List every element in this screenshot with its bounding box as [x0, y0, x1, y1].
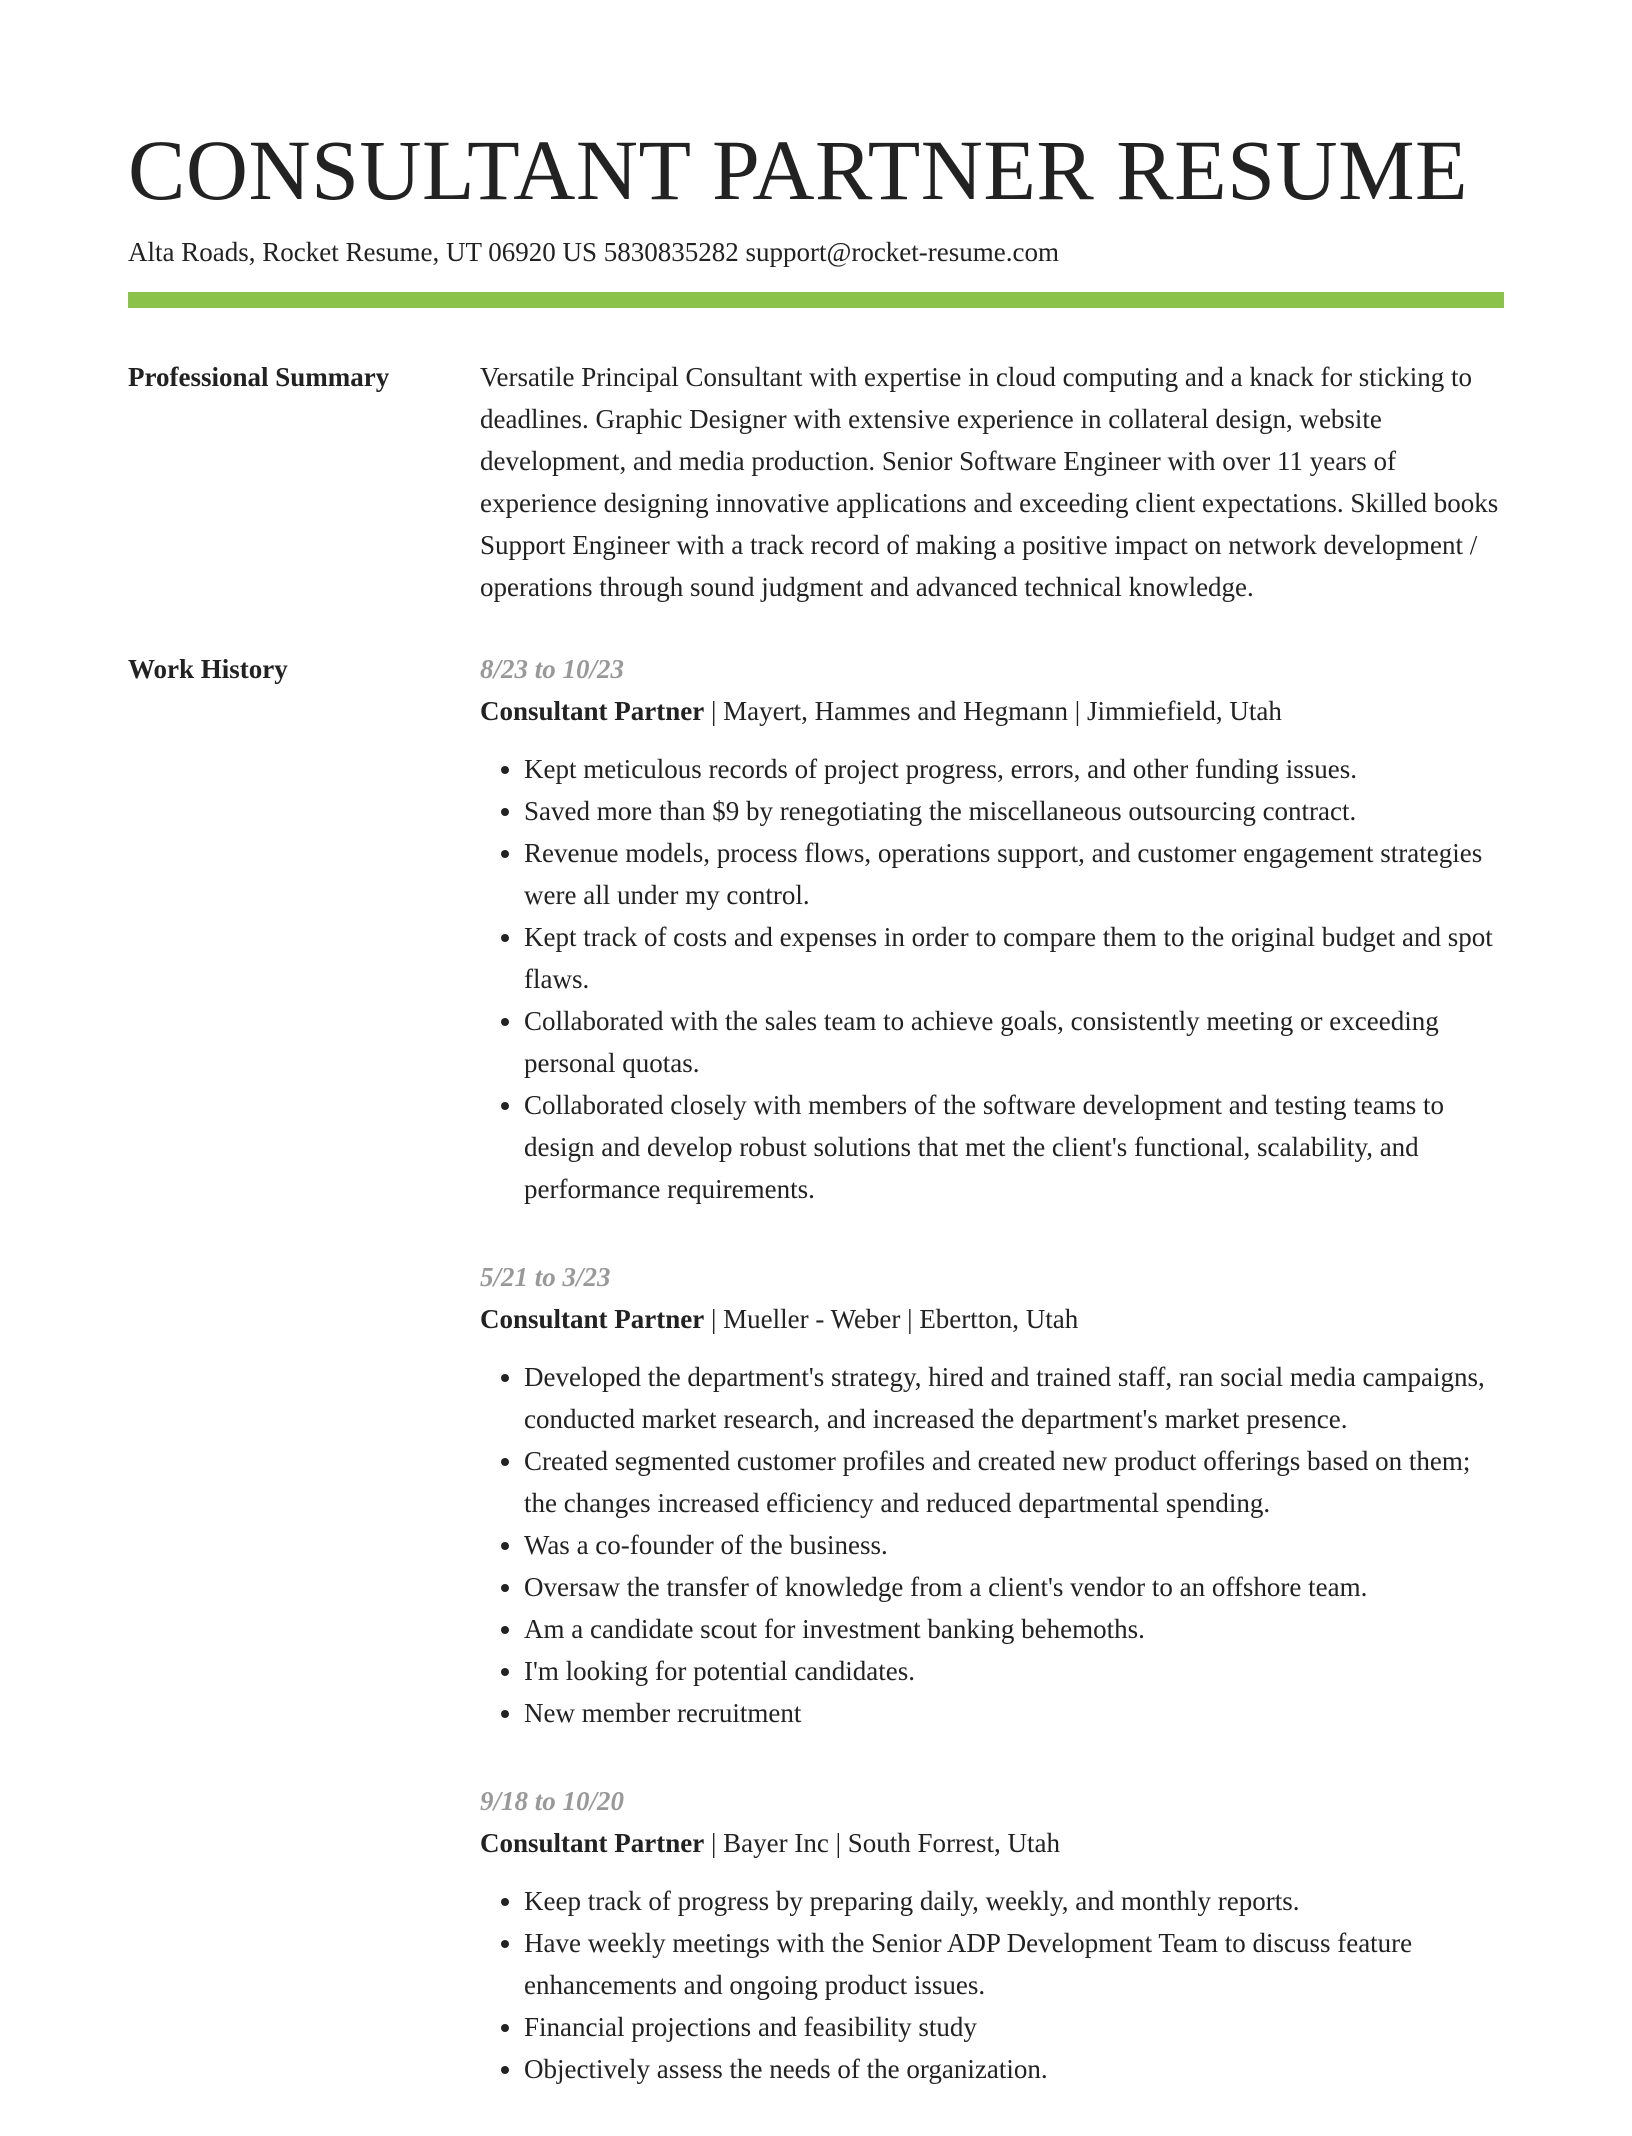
section-label-summary: Professional Summary [128, 362, 390, 392]
job-bullet: • Oversaw the transfer of knowledge from a client's vendor to an offshore team. [524, 1566, 1504, 1608]
work-history-body [480, 648, 1504, 2136]
job-dates: 8/23 to 10/23 [480, 654, 625, 684]
job-bullet: • Revenue models, process flows, operations support, and customer engagement strategies were all under my control. [524, 832, 1504, 916]
job-details: | Mayert, Hammes and Hegmann | Jimmiefield, Utah [704, 696, 1282, 726]
job-entry [480, 648, 1504, 1210]
job-bullet: • Collaborated with the sales team to achieve goals, consistently meeting or exceeding personal quotas. [524, 1000, 1504, 1084]
job-title: Consultant Partner [480, 696, 705, 726]
job-bullet: • Keep track of progress by preparing daily, weekly, and monthly reports. [524, 1880, 1504, 1922]
job-title: Consultant Partner [480, 1304, 705, 1334]
job-bullet: • Kept track of costs and expenses in order to compare them to the original budget and spot flaws. [524, 916, 1504, 1000]
job-bullet: • Have weekly meetings with the Senior ADP Development Team to discuss feature enhancements and ongoing product issues. [524, 1922, 1504, 2006]
job-bullet: • Am a candidate scout for investment banking behemoths. [524, 1608, 1504, 1650]
job-bullet-list [480, 748, 1504, 1210]
job-bullet-list [480, 1880, 1504, 2090]
summary-text: Versatile Principal Consultant with expertise in cloud computing and a knack for sticking to deadlines. Graphic Designer with extensive experience in collateral design, website development, and media production. Senior Software Engineer with over 11 years of experience designing innovative applications and exceeding client expectations. Skilled books Support Engineer with a track record of making a positive impact on network development / operations through sound judgment and advanced technical knowledge. [480, 362, 1499, 602]
job-dates: 9/18 to 10/20 [480, 1786, 625, 1816]
job-bullet: • Developed the department's strategy, hired and trained staff, ran social media campaigns, conducted market research, and increased the department's market presence. [524, 1356, 1504, 1440]
job-header [480, 690, 1504, 732]
contact-line: Alta Roads, Rocket Resume, UT 06920 US 5830835282 support@rocket-resume.com [128, 237, 1059, 267]
job-bullet: • Collaborated closely with members of the software development and testing teams to design and develop robust solutions that met the client's functional, scalability, and performance requirements. [524, 1084, 1504, 1210]
summary-body [480, 356, 1504, 608]
resume-title: CONSULTANT PARTNER RESUME [128, 122, 1469, 218]
job-title: Consultant Partner [480, 1828, 705, 1858]
accent-divider [128, 292, 1504, 308]
job-header [480, 1298, 1504, 1340]
job-bullet: • I'm looking for potential candidates. [524, 1650, 1504, 1692]
section-label-work-history: Work History [128, 654, 288, 684]
job-bullet-list [480, 1356, 1504, 1734]
job-bullet: • Financial projections and feasibility study [524, 2006, 1504, 2048]
job-bullet: • Created segmented customer profiles and created new product offerings based on them; the changes increased efficiency and reduced departmental spending. [524, 1440, 1504, 1524]
resume-page [128, 0, 1504, 2136]
professional-summary-section [128, 356, 1504, 608]
job-bullet: • New member recruitment [524, 1692, 1504, 1734]
job-entry [480, 1780, 1504, 2090]
job-dates: 5/21 to 3/23 [480, 1262, 611, 1292]
job-details: | Bayer Inc | South Forrest, Utah [704, 1828, 1060, 1858]
job-bullet: • Saved more than $9 by renegotiating the miscellaneous outsourcing contract. [524, 790, 1504, 832]
job-header [480, 1822, 1504, 1864]
work-history-section [128, 648, 1504, 2136]
job-entry [480, 1256, 1504, 1734]
job-bullet: • Was a co-founder of the business. [524, 1524, 1504, 1566]
job-bullet: • Objectively assess the needs of the organization. [524, 2048, 1504, 2090]
job-details: | Mueller - Weber | Ebertton, Utah [704, 1304, 1079, 1334]
job-bullet: • Kept meticulous records of project progress, errors, and other funding issues. [524, 748, 1504, 790]
